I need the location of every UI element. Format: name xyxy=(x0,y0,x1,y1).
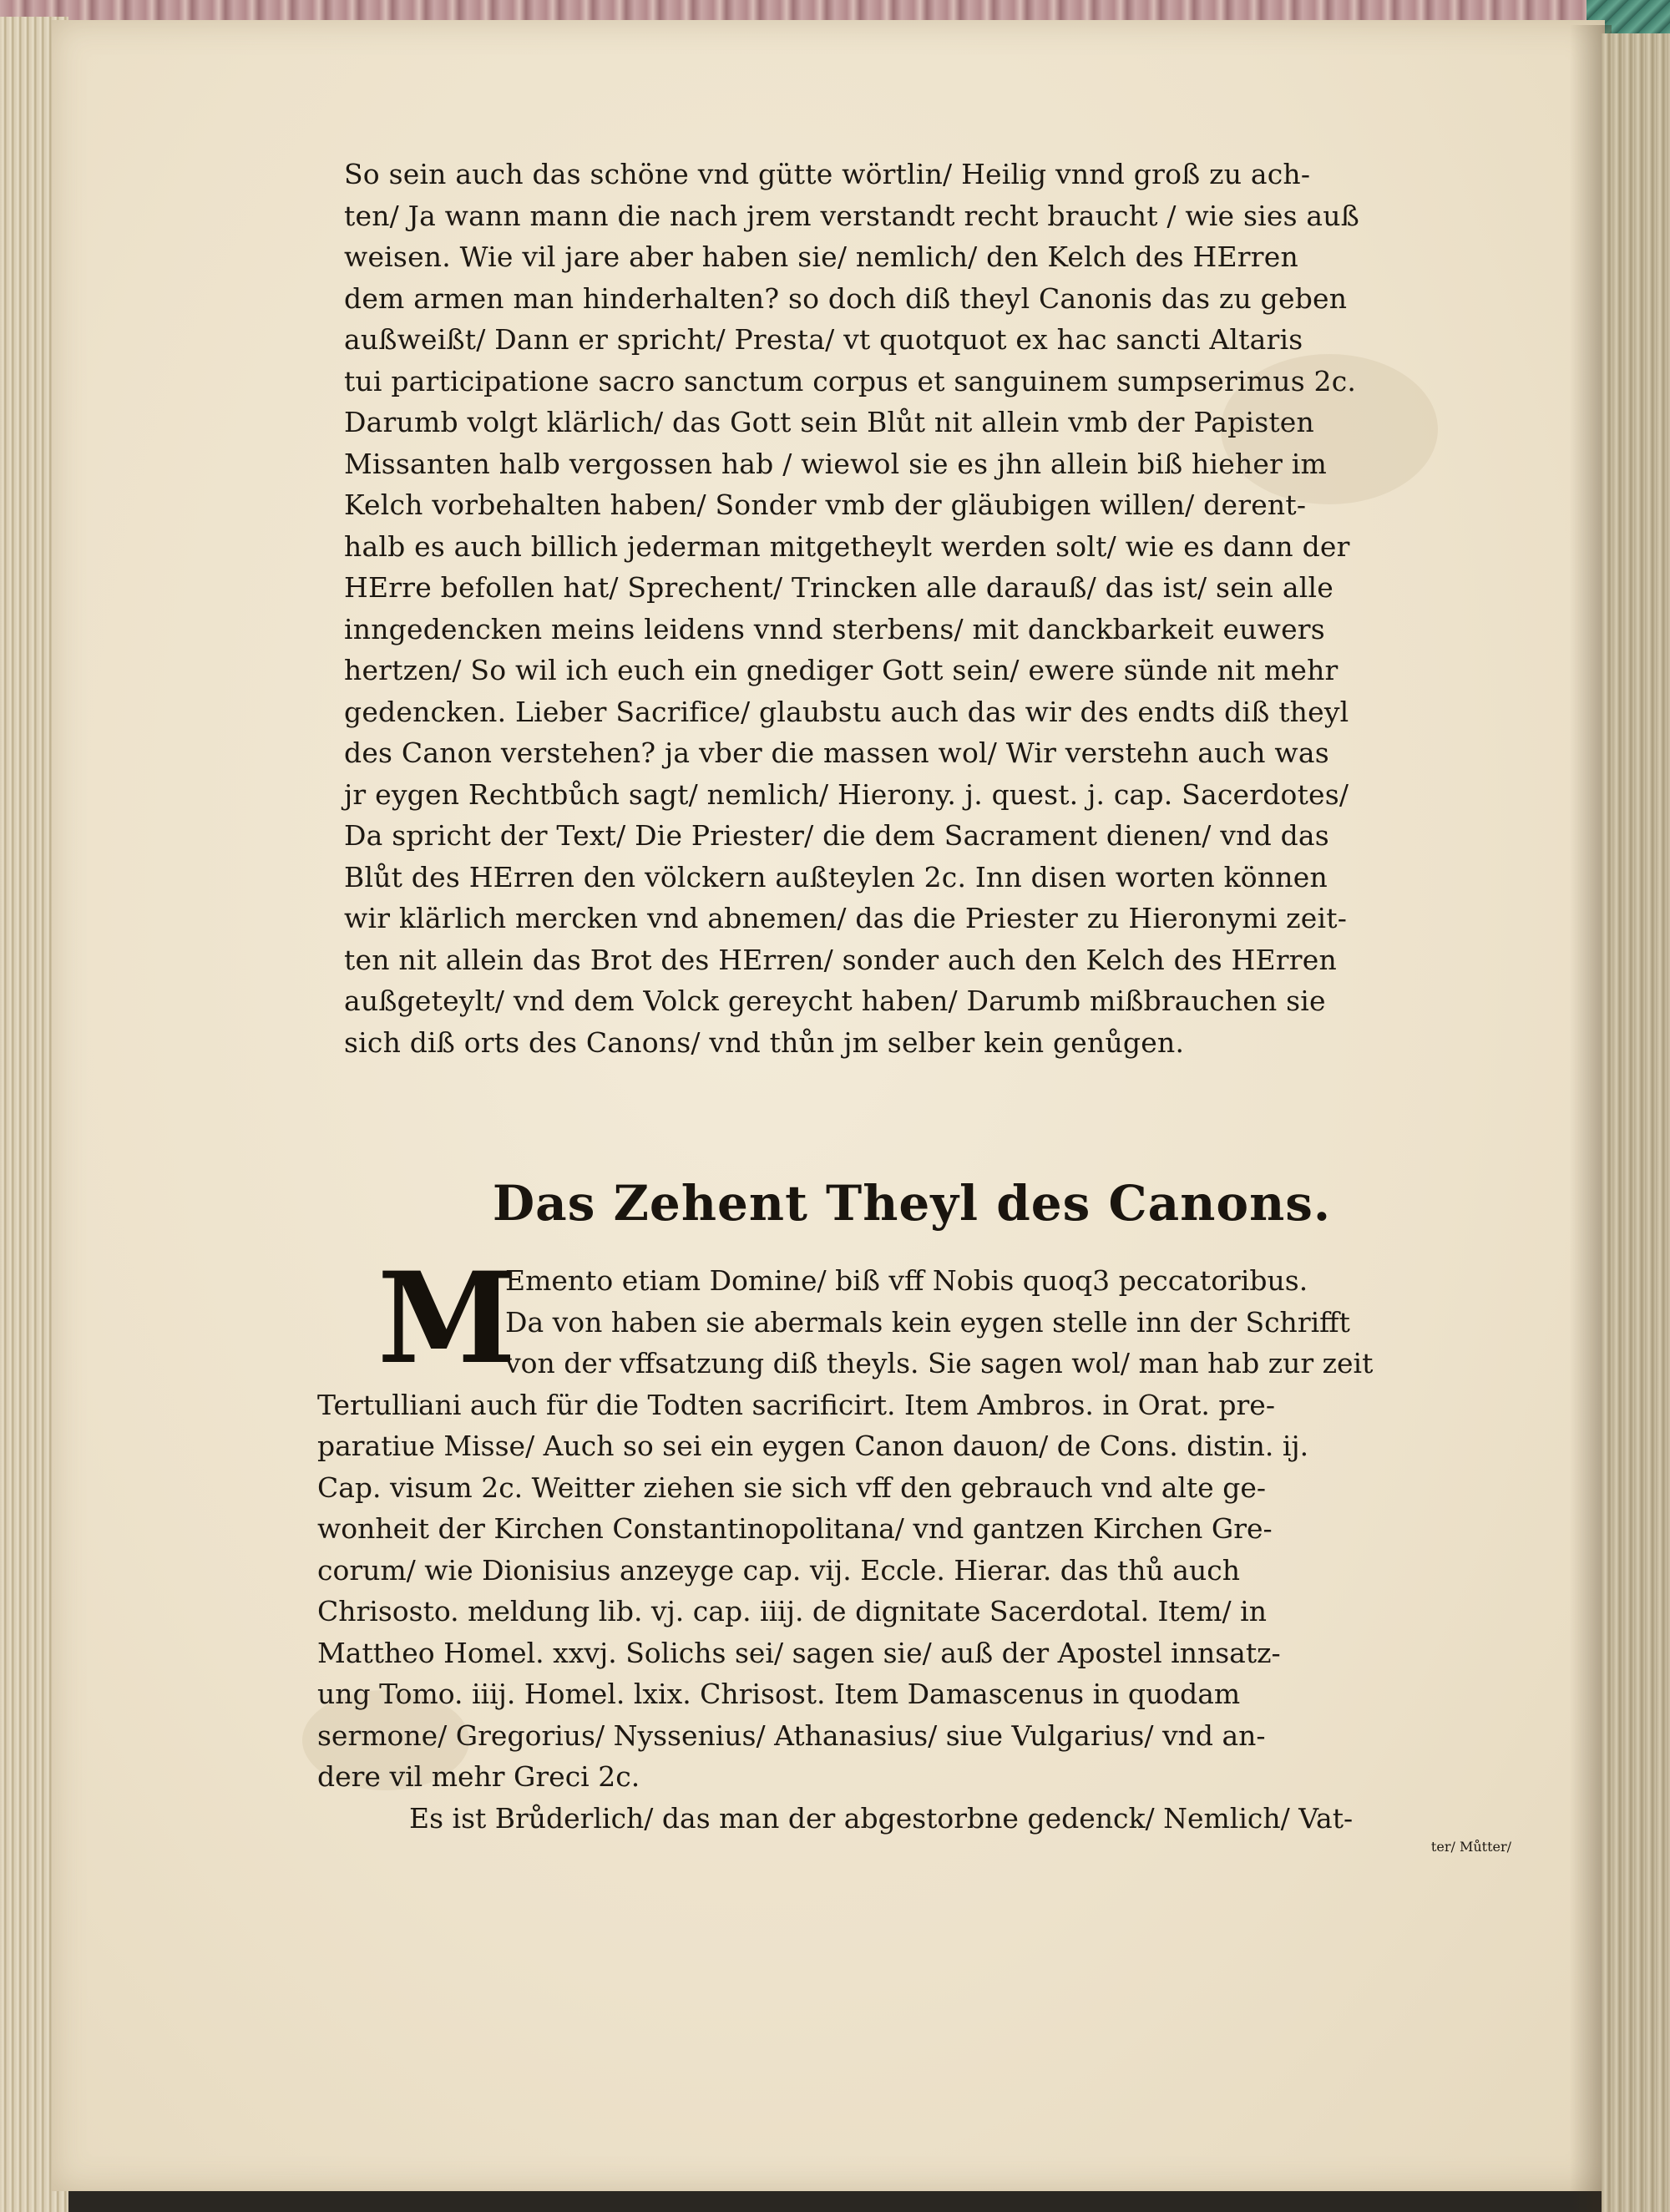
text-line: hertzen/ So wil ich euch ein gnediger Gott sein/ ewere sünde nit mehr xyxy=(344,654,1339,686)
text-line: sermone/ Gregorius/ Nyssenius/ Athanasius/ siue Vulgarius/ vnd an- xyxy=(317,1718,1266,1752)
text-line: von der vffsatzung diß theyls. Sie sagen wol/ man hab zur zeit xyxy=(505,1347,1374,1379)
text-line: Da spricht der Text/ Die Priester/ die dem Sacrament dienen/ vnd das xyxy=(344,819,1329,852)
text-line: dere vil mehr Greci 2c. xyxy=(317,1760,640,1793)
text-line: Mattheo Homel. xxvj. Solichs sei/ sagen sie/ auß der Apostel innsatz- xyxy=(317,1636,1281,1669)
paragraph-body xyxy=(344,154,1496,1063)
section-heading: Das Zehent Theyl des Canons. xyxy=(492,1175,1332,1232)
text-line: dem armen man hinderhalten? so doch diß theyl Canonis das zu geben xyxy=(344,281,1348,315)
text-line: außweißt/ Dann er spricht/ Presta/ vt quotquot ex hac sancti Altaris xyxy=(344,323,1303,356)
book-page xyxy=(52,20,1605,2191)
text-line: ten/ Ja wann mann die nach jrem verstandt recht braucht / wie sies auß xyxy=(344,199,1359,232)
text-line: Cap. visum 2c. Weitter ziehen sie sich vff den gebrauch vnd alte ge- xyxy=(317,1470,1267,1504)
text-line: paratiue Misse/ Auch so sei ein eygen Canon dauon/ de Cons. distin. ij. xyxy=(317,1430,1309,1462)
text-line: ung Tomo. iiij. Homel. lxix. Chrisost. Item Damascenus in quodam xyxy=(317,1678,1241,1710)
text-line: inngedencken meins leidens vnnd sterbens/ mit danckbarkeit euwers xyxy=(344,612,1325,645)
catchword: ter/ Můtter/ xyxy=(1430,1839,1511,1855)
text-line: außgeteylt/ vnd dem Volck gereycht haben/ Darumb mißbrauchen sie xyxy=(344,985,1326,1017)
section-text-block xyxy=(317,1245,1511,1880)
text-line: gedencken. Lieber Sacrifice/ glaubstu auch das wir des endts diß theyl xyxy=(344,695,1349,728)
text-line: des Canon verstehen? ja vber die massen wol/ Wir verstehn auch was xyxy=(344,736,1329,769)
text-line: halb es auch billich jederman mitgetheylt werden solt/ wie es dann der xyxy=(344,529,1350,563)
text-line: tui participatione sacro sanctum corpus et sanguinem sumpserimus 2c. xyxy=(344,364,1357,397)
text-line: Kelch vorbehalten haben/ Sonder vmb der gläubigen willen/ derent- xyxy=(344,488,1307,521)
text-line: So sein auch das schöne vnd gütte wörtlin/ Heilig vnnd groß zu ach- xyxy=(344,158,1311,190)
main-text-block xyxy=(344,154,1496,1063)
right-page-edges xyxy=(1602,33,1670,2212)
text-line: Emento etiam Domine/ biß vff Nobis quoq3 peccatoribus. xyxy=(505,1264,1308,1297)
text-line: jr eygen Rechtbůch sagt/ nemlich/ Hierony. j. quest. j. cap. Sacerdotes/ xyxy=(344,777,1349,811)
text-line: weisen. Wie vil jare aber haben sie/ nemlich/ den Kelch des HErren xyxy=(344,240,1298,273)
text-line: Darumb volgt klärlich/ das Gott sein Blůt nit allein vmb der Papisten xyxy=(344,406,1314,438)
drop-capital: M xyxy=(377,1245,517,1392)
text-line: ten nit allein das Brot des HErren/ sonder auch den Kelch des HErren xyxy=(344,943,1337,976)
text-line: Blůt des HErren den völckern außteylen 2c. Inn disen worten können xyxy=(344,860,1328,893)
text-line: HErre befollen hat/ Sprechent/ Trincken alle darauß/ das ist/ sein alle xyxy=(344,571,1333,604)
text-line: sich diß orts des Canons/ vnd thůn jm selber kein genůgen. xyxy=(344,1025,1185,1059)
text-line: corum/ wie Dionisius anzeyge cap. vij. Eccle. Hierar. das thů auch xyxy=(317,1553,1240,1587)
text-line: Tertulliani auch für die Todten sacrificirt. Item Ambros. in Orat. pre- xyxy=(317,1388,1275,1421)
text-line: Missanten halb vergossen hab / wiewol sie es jhn allein biß hieher im xyxy=(344,447,1328,480)
text-line: wonheit der Kirchen Constantinopolitana/ vnd gantzen Kirchen Gre- xyxy=(317,1512,1273,1545)
text-line: wir klärlich mercken vnd abnemen/ das die Priester zu Hieronymi zeit- xyxy=(344,902,1348,934)
text-line: Es ist Brůderlich/ das man der abgestorbne gedenck/ Nemlich/ Vat- xyxy=(409,1801,1354,1835)
text-line: Da von haben sie abermals kein eygen stelle inn der Schrifft xyxy=(505,1305,1350,1339)
text-line: Chrisosto. meldung lib. vj. cap. iiij. de dignitate Sacerdotal. Item/ in xyxy=(317,1595,1267,1627)
